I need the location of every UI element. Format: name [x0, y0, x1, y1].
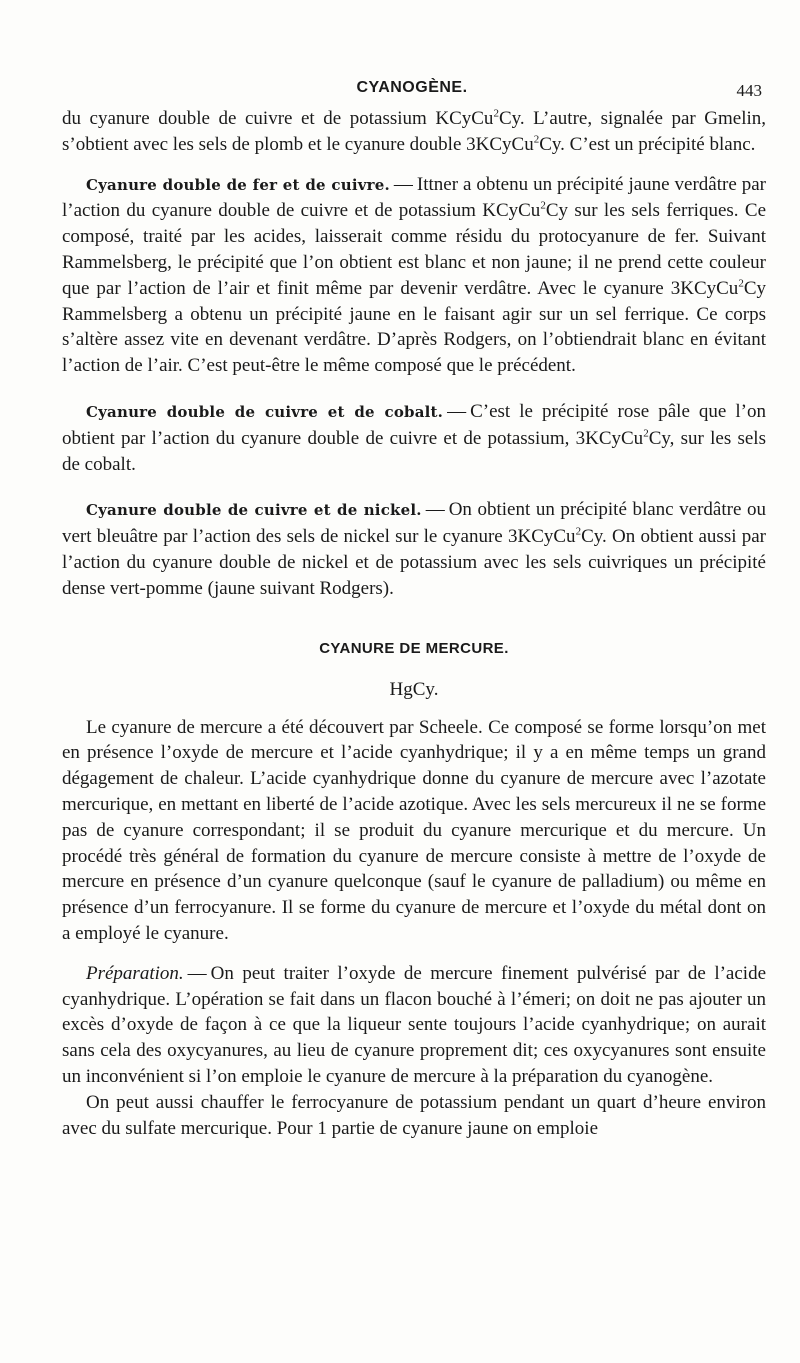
text-run: Cy. On obtient aussi par l’action du cyanure double de nickel et de potassium avec les sels cuivriques un précipité dense vert-pomme (jaune suivant Rodgers). [62, 526, 766, 599]
paragraph-preparation [62, 961, 766, 1090]
chemical-formula: HgCy. [389, 678, 439, 700]
paragraph-fer-cuivre [62, 172, 766, 379]
body-text [62, 106, 766, 1141]
paragraph-cuivre-nickel [62, 497, 766, 601]
em-dash: — [447, 400, 467, 422]
entry-heading: Cyanure double de fer et de cuivre. [86, 175, 390, 194]
entry-heading: Préparation. [86, 962, 184, 984]
section-title: CYANURE DE MERCURE. [319, 639, 509, 657]
superscript: 2 [493, 107, 499, 120]
text-run: Cy Rammelsberg a obtenu un précipité jaune en le faisant agir sur un sel ferrique. Ce corps s’altère assez vite en devenant verdâtre. D’après Rodgers, on l’obtiendrait blanc en évitant l’action de l’air. C’est peut-être le même composé que le précédent. [62, 277, 766, 377]
page-number: 443 [736, 81, 762, 100]
entry-heading: Cyanure double de cuivre et de cobalt. [86, 402, 444, 421]
paragraph-ferrocyanure: On peut aussi chauffer le ferrocyanure de potassium pendant un quart d’heure environ avec du sulfate mercurique. Pour 1 partie de cyanure jaune on emploie [62, 1091, 766, 1139]
entry-heading: Cyanure double de cuivre et de nickel. [86, 501, 422, 520]
paragraph-continuation [62, 106, 766, 158]
em-dash: — [187, 962, 207, 984]
text-run: Cy. C’est un précipité blanc. [539, 133, 756, 155]
text-run: Cy sur les sels ferriques. Ce composé, traité par les acides, laisserait comme résidu du protocyanure de fer. Suivant Rammelsberg, le précipité que l’on obtient est blanc et non jaune; il ne prend cette couleur que par l’action de l’air et finit même par devenir verdâtre. Avec le cyanure 3KCyCu [62, 200, 766, 299]
text-run: C’est le précipité rose pâle que l’on obtient par l’action du cyanure double de cuivre et de potassium, 3KCyCu [62, 400, 767, 449]
running-title: CYANOGÈNE. [356, 79, 468, 96]
running-header [62, 79, 762, 105]
superscript: 2 [575, 525, 582, 538]
superscript: 2 [643, 427, 649, 440]
text-run: Ittner a obtenu un précipité jaune verdâtre par l’action du cyanure double de cuivre et de potassium KCyCu [62, 173, 767, 222]
paragraph-mercure-intro: Le cyanure de mercure a été découvert par Scheele. Ce composé se forme lorsqu’on met en présence l’oxyde de mercure et l’acide cyanhydrique; il y a en même temps un grand dégagement de chaleur. L’acide cyanhydrique donne du cyanure de mercure avec l’azotate mercurique, en mettant en liberté de l’acide azotique. Avec les sels mercureux il ne se forme pas de cyanure correspondant; il se produit du cyanure mercurique et du mercure. Un procédé très général de formation du cyanure de mercure consiste à mettre de l’oxyde de mercure en présence d’un cyanure quelconque (sauf le cyanure de palladium) ou même en présence d’un ferrocyanure. Il se forme du cyanure de mercure et l’oxyde du métal dont on a employé le cyanure. [62, 716, 766, 944]
text-run: On obtient un précipité blanc verdâtre ou vert bleuâtre par l’action des sels de nickel sur le cyanure 3KCyCu [62, 499, 766, 548]
em-dash: — [393, 173, 413, 195]
paragraph-cuivre-cobalt [62, 399, 766, 477]
superscript: 2 [540, 200, 546, 213]
text-run: du cyanure double de cuivre et de potassium KCyCu [62, 108, 494, 129]
text-run: Cy. L’autre, signalée par Gmelin, s’obtient avec les sels de plomb et le cyanure double 3KCyCu [62, 108, 766, 155]
superscript: 2 [533, 133, 540, 146]
text-run: Cy, sur les sels de cobalt. [62, 427, 766, 475]
em-dash: — [425, 499, 445, 521]
text-run: On peut traiter l’oxyde de mercure finement pulvérisé par de l’acide cyanhydrique. L’opération se fait dans un flacon bouché à l’émeri; on doit ne pas ajouter un excès d’oxyde de façon à ce que la liqueur sente toujours l’acide cyanhydrique; on aurait sans cela des oxycyanures, au lieu de cyanure proprement dit; ces oxycyanures sont ensuite un inconvénient si l’on emploie le cyanure de mercure à la préparation du cyanogène. [62, 962, 766, 1087]
superscript: 2 [738, 277, 744, 290]
